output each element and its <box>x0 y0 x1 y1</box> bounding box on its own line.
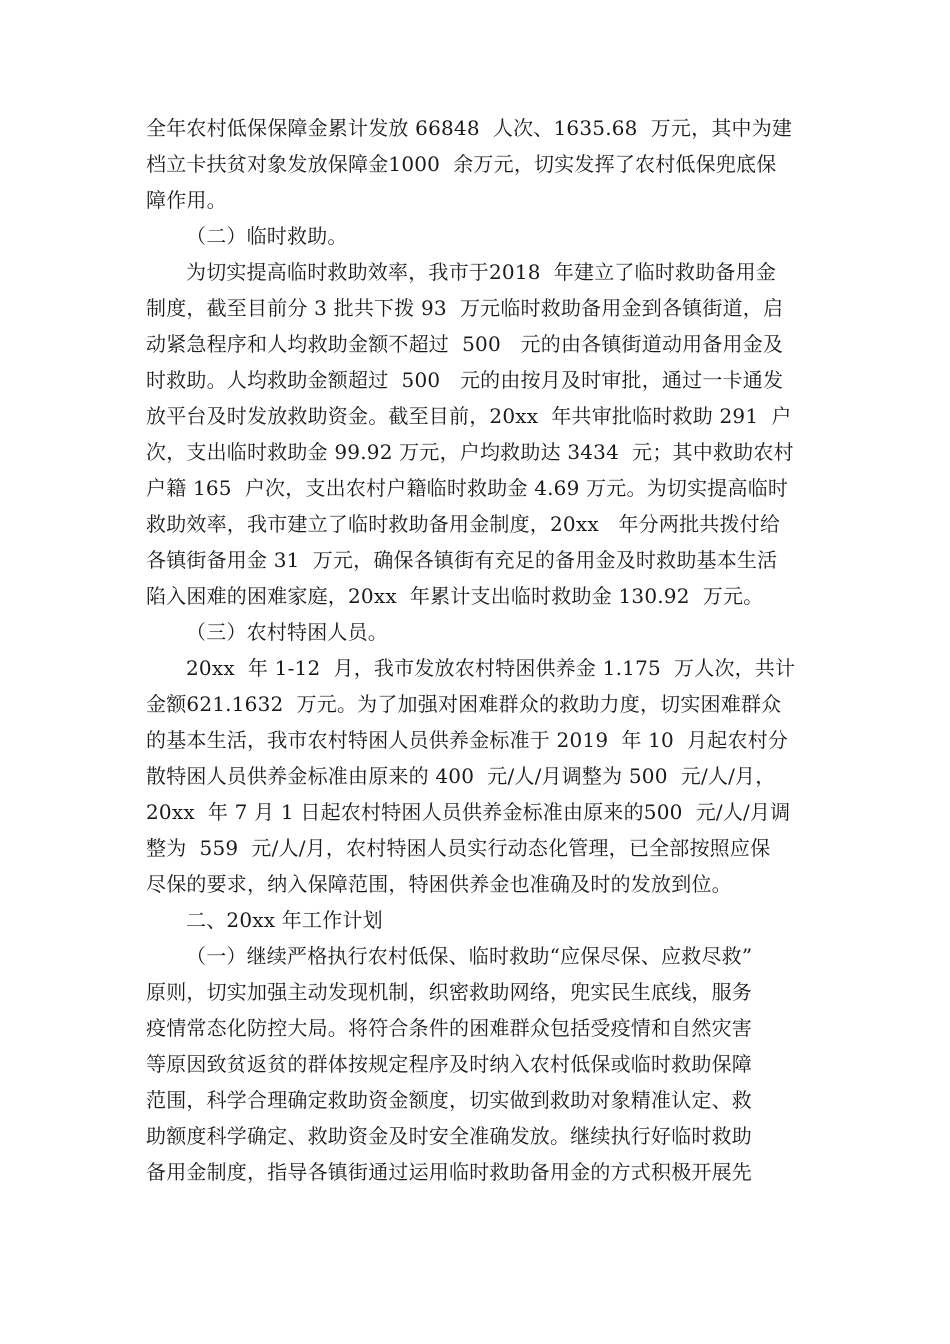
text-line: 动紧急程序和人均救助金额不超过 500 元的由各镇街道动用备用金及 <box>146 332 784 356</box>
text-line: 整为 559 元/人/月，农村特困人员实行动态化管理，已全部按照应保 <box>146 836 771 860</box>
text-line: 放平台及时发放救助资金。截至目前，20xx 年共审批临时救助 291 户 <box>146 404 792 428</box>
text-line: 备用金制度，指导各镇街通过运用临时救助备用金的方式积极开展先 <box>146 1160 752 1184</box>
text-line: 时救助。人均救助金额超过 500 元的由按月及时审批，通过一卡通发 <box>146 368 784 392</box>
text-line: 陷入困难的困难家庭，20xx 年累计支出临时救助金 130.92 万元。 <box>146 584 764 608</box>
text-line: 各镇街备用金 31 万元，确保各镇街有充足的备用金及时救助基本生活 <box>146 548 778 572</box>
text-line: 范围，科学合理确定救助资金额度，切实做到救助对象精准认定、救 <box>146 1088 752 1112</box>
text-line: 档立卡扶贫对象发放保障金1000 余万元，切实发挥了农村低保兜底保 <box>146 152 777 176</box>
text-line: 救助效率，我市建立了临时救助备用金制度，20xx 年分两批共拨付给 <box>146 512 781 536</box>
text-line: 次，支出临时救助金 99.92 万元，户均救助达 3434 元；其中救助农村 <box>146 440 794 464</box>
text-line: 原则，切实加强主动发现机制，织密救助网络，兜实民生底线，服务 <box>146 980 752 1004</box>
text-line: 20xx 年 1-12 月，我市发放农村特困供养金 1.175 万人次，共计 <box>186 656 796 680</box>
text-line: 金额621.1632 万元。为了加强对困难群众的救助力度，切实困难群众 <box>146 692 782 716</box>
text-line: 尽保的要求，纳入保障范围，特困供养金也准确及时的发放到位。 <box>146 872 732 896</box>
text-line: 为切实提高临时救助效率，我市于2018 年建立了临时救助备用金 <box>186 260 777 284</box>
text-line: 的基本生活，我市农村特困人员供养金标准于 2019 年 10 月起农村分 <box>146 728 789 752</box>
text-line: 障作用。 <box>146 188 227 212</box>
text-line: 户籍 165 户次，支出农村户籍临时救助金 4.69 万元。为切实提高临时 <box>146 476 789 500</box>
text-line: 二、20xx 年工作计划 <box>186 908 383 932</box>
text-line: 制度，截至目前分 3 批共下拨 93 万元临时救助备用金到各镇街道，启 <box>146 296 784 320</box>
text-line: （一）继续严格执行农村低保、临时救助“应保尽保、应救尽救” <box>186 944 753 968</box>
text-line: 疫情常态化防控大局。将符合条件的困难群众包括受疫情和自然灾害 <box>146 1016 752 1040</box>
text-line: （二）临时救助。 <box>186 224 348 248</box>
text-line: 助额度科学确定、救助资金及时安全准确发放。继续执行好临时救助 <box>146 1124 752 1148</box>
text-line: 等原因致贫返贫的群体按规定程序及时纳入农村低保或临时救助保障 <box>146 1052 752 1076</box>
text-line: 20xx 年 7 月 1 日起农村特困人员供养金标准由原来的500 元/人/月调 <box>146 800 791 824</box>
text-line: 散特困人员供养金标准由原来的 400 元/人/月调整为 500 元/人/月， <box>146 764 776 788</box>
text-line: 全年农村低保保障金累计发放 66848 人次、1635.68 万元，其中为建 <box>146 116 793 140</box>
document-body <box>146 110 826 1190</box>
text-line: （三）农村特困人员。 <box>186 620 388 644</box>
